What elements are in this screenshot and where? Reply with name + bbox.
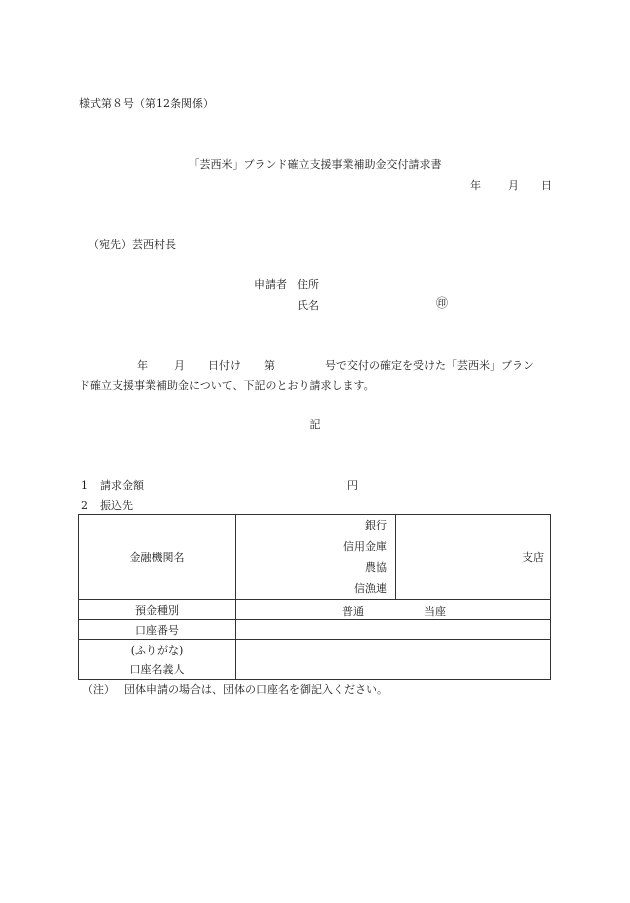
account-number-label: 口座番号 bbox=[135, 623, 179, 637]
institution-type: 信用金庫 bbox=[343, 540, 387, 553]
form-number: 様式第８号（第12条関係） bbox=[79, 97, 214, 110]
paragraph-no-prefix: 第 bbox=[264, 359, 275, 372]
addressee: （宛先）芸西村長 bbox=[88, 238, 176, 251]
institution-type: 銀行 bbox=[365, 519, 387, 532]
institution-label-cell bbox=[79, 515, 236, 600]
bank-table bbox=[78, 514, 551, 680]
deposit-type-label: 預金種別 bbox=[135, 603, 179, 617]
institution-label: 金融機関名 bbox=[129, 551, 185, 564]
furigana-label: (ふりがな) bbox=[130, 643, 184, 657]
deposit-option-current: 当座 bbox=[424, 605, 446, 618]
date-year: 年 bbox=[470, 179, 481, 192]
paragraph-day: 日付け bbox=[208, 359, 241, 372]
document-title: 「芸西米」ブランド確立支援事業補助金交付請求書 bbox=[188, 158, 442, 171]
institution-type: 信漁連 bbox=[354, 582, 387, 595]
account-number-label-cell bbox=[79, 620, 236, 640]
item2-number: 2 bbox=[81, 499, 88, 512]
applicant-name-label: 氏名 bbox=[297, 299, 319, 312]
deposit-option-ordinary: 普通 bbox=[342, 605, 364, 618]
institution-types-cell bbox=[236, 515, 396, 600]
date-month: 月 bbox=[508, 179, 519, 192]
date-day: 日 bbox=[541, 179, 552, 192]
holder-label-cell bbox=[79, 640, 236, 680]
holder-label: 口座名義人 bbox=[129, 662, 185, 676]
holder-value-cell bbox=[236, 640, 551, 680]
account-number-value-cell bbox=[236, 620, 551, 640]
paragraph-year: 年 bbox=[137, 359, 148, 372]
paragraph-line2: ド確立支援事業補助金について、下記のとおり請求します。 bbox=[79, 379, 375, 392]
branch-cell bbox=[396, 515, 551, 600]
applicant-address-label: 住所 bbox=[297, 278, 319, 291]
note-text: 団体申請の場合は、団体の口座名を御記入ください。 bbox=[124, 683, 388, 696]
item1-label: 請求金額 bbox=[100, 479, 144, 492]
item1-unit: 円 bbox=[347, 479, 358, 492]
applicant-label: 申請者 bbox=[254, 278, 287, 291]
item1-number: 1 bbox=[81, 479, 88, 492]
item2-label: 振込先 bbox=[100, 499, 133, 512]
deposit-options-cell bbox=[236, 600, 551, 620]
institution-type: 農協 bbox=[365, 561, 387, 574]
branch-label: 支店 bbox=[522, 551, 544, 564]
ki-heading: 記 bbox=[309, 418, 321, 431]
note-marker: （注） bbox=[82, 683, 115, 696]
paragraph-month: 月 bbox=[174, 359, 185, 372]
deposit-type-label-cell bbox=[79, 600, 236, 620]
seal-mark: ㊞ bbox=[436, 296, 449, 310]
paragraph-line1: 号で交付の確定を受けた「芸西米」ブラン bbox=[325, 359, 534, 372]
